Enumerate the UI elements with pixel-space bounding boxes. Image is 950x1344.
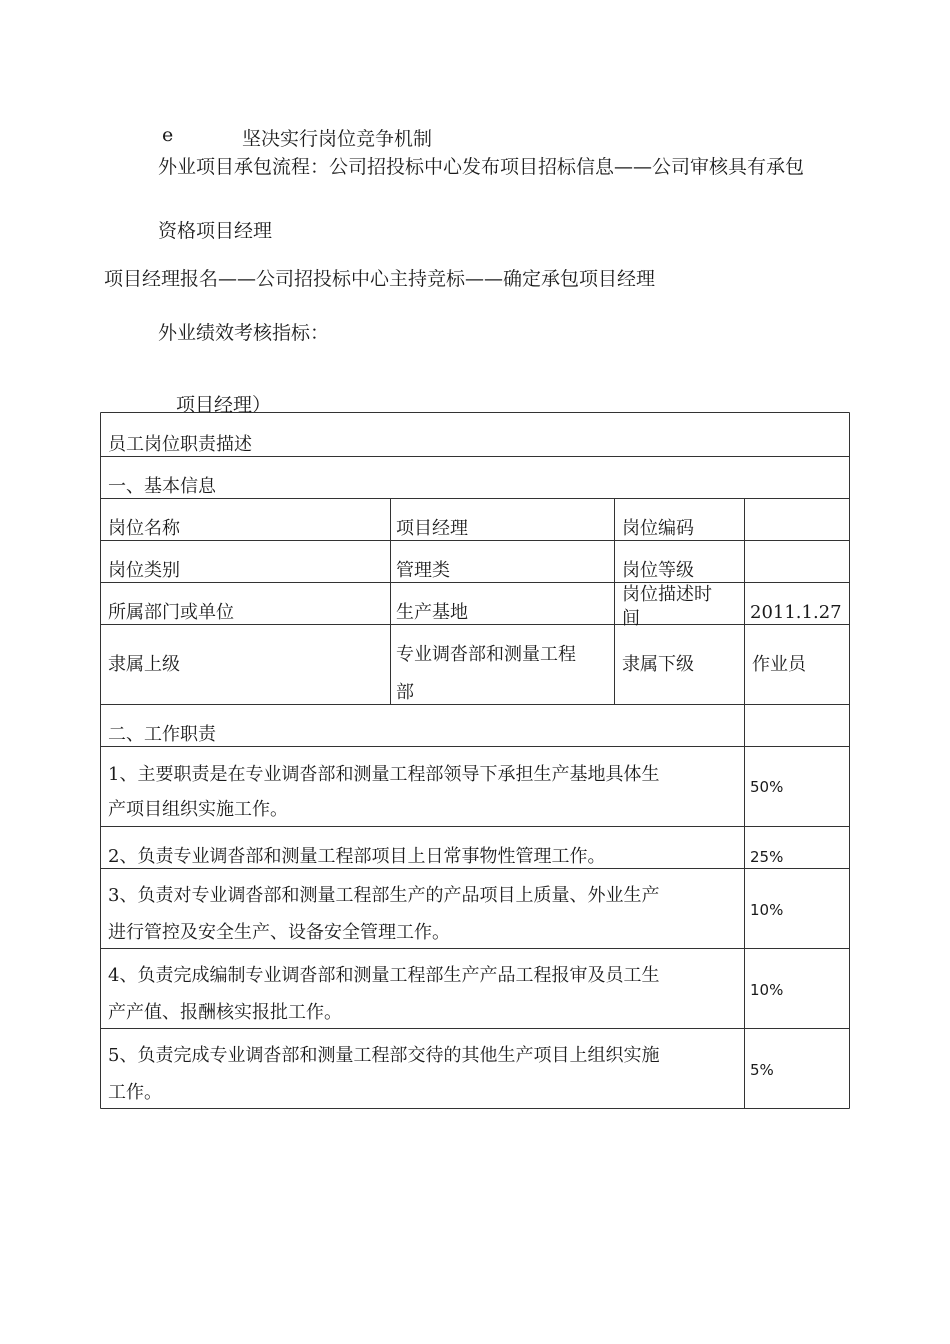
duty-3-line2: 进行管控及安全生产、设备安全管理工作。 <box>108 922 450 943</box>
label-description-date <box>615 583 744 629</box>
label-description-date-line2: 间 <box>622 608 640 629</box>
clipped-heading-text: 坚决实行岗位竞争机制 <box>242 128 433 150</box>
value-description-date: 2011.1.27 <box>750 602 842 623</box>
value-superior-line1: 专业调沓部和测量工程 <box>396 644 576 665</box>
duty-2-line1: 2、负责专业调沓部和测量工程部项目上日常事物性管理工作。 <box>108 846 606 867</box>
label-position-grade: 岗位等级 <box>622 560 694 581</box>
duty-1-line1: 1、主要职责是在专业调沓部和测量工程部领导下承担生产基地具体生 <box>108 764 660 785</box>
value-position-name: 项目经理 <box>396 518 468 539</box>
clipped-heading-number: e <box>162 124 174 146</box>
label-position-name: 岗位名称 <box>108 518 180 539</box>
table-caption: 项目经理） <box>176 394 272 416</box>
label-position-code: 岗位编码 <box>622 518 694 539</box>
label-position-category: 岗位类别 <box>108 560 180 581</box>
duty-4-percent: 10% <box>750 981 784 999</box>
paragraph-bidding: 项目经理报名——公司招投标中心主持竞标——确定承包项目经理 <box>104 268 656 290</box>
label-department: 所属部门或单位 <box>108 602 234 623</box>
paragraph-kpi: 外业绩效考核指标： <box>158 322 330 344</box>
duty-5-percent: 5% <box>750 1061 774 1079</box>
value-position-category: 管理类 <box>396 560 450 581</box>
value-subordinate: 作业员 <box>752 654 806 675</box>
paragraph-process: 外业项目承包流程：公司招投标中心发布项目招标信息——公司审核具有承包 <box>158 156 805 178</box>
label-subordinate: 隶属下级 <box>622 654 694 675</box>
duty-3-percent: 10% <box>750 901 784 919</box>
table-title: 员工岗位职责描述 <box>108 434 252 455</box>
label-description-date-line1: 岗位描述时 <box>622 584 712 605</box>
duty-5-line2: 工作。 <box>108 1082 162 1103</box>
duty-4-line2: 产产值、报酬核实报批工作。 <box>108 1002 342 1023</box>
value-superior-line2: 部 <box>396 682 414 703</box>
paragraph-qualification: 资格项目经理 <box>158 220 273 242</box>
duty-5-line1: 5、负责完成专业调沓部和测量工程部交待的其他生产项目上组织实施 <box>108 1045 660 1066</box>
section-basic-info: 一、基本信息 <box>108 476 216 497</box>
duty-3-line1: 3、负责对专业调沓部和测量工程部生产的产品项目上质量、外业生产 <box>108 885 660 906</box>
duty-1-line2: 产项目组织实施工作。 <box>108 799 288 820</box>
section-responsibilities: 二、工作职责 <box>108 724 216 745</box>
duty-4-line1: 4、负责完成编制专业调沓部和测量工程部生产产品工程报审及员工生 <box>108 965 660 986</box>
label-superior: 隶属上级 <box>108 654 180 675</box>
duty-2-percent: 25% <box>750 848 784 866</box>
duty-1-percent: 50% <box>750 778 784 796</box>
value-department: 生产基地 <box>396 602 468 623</box>
